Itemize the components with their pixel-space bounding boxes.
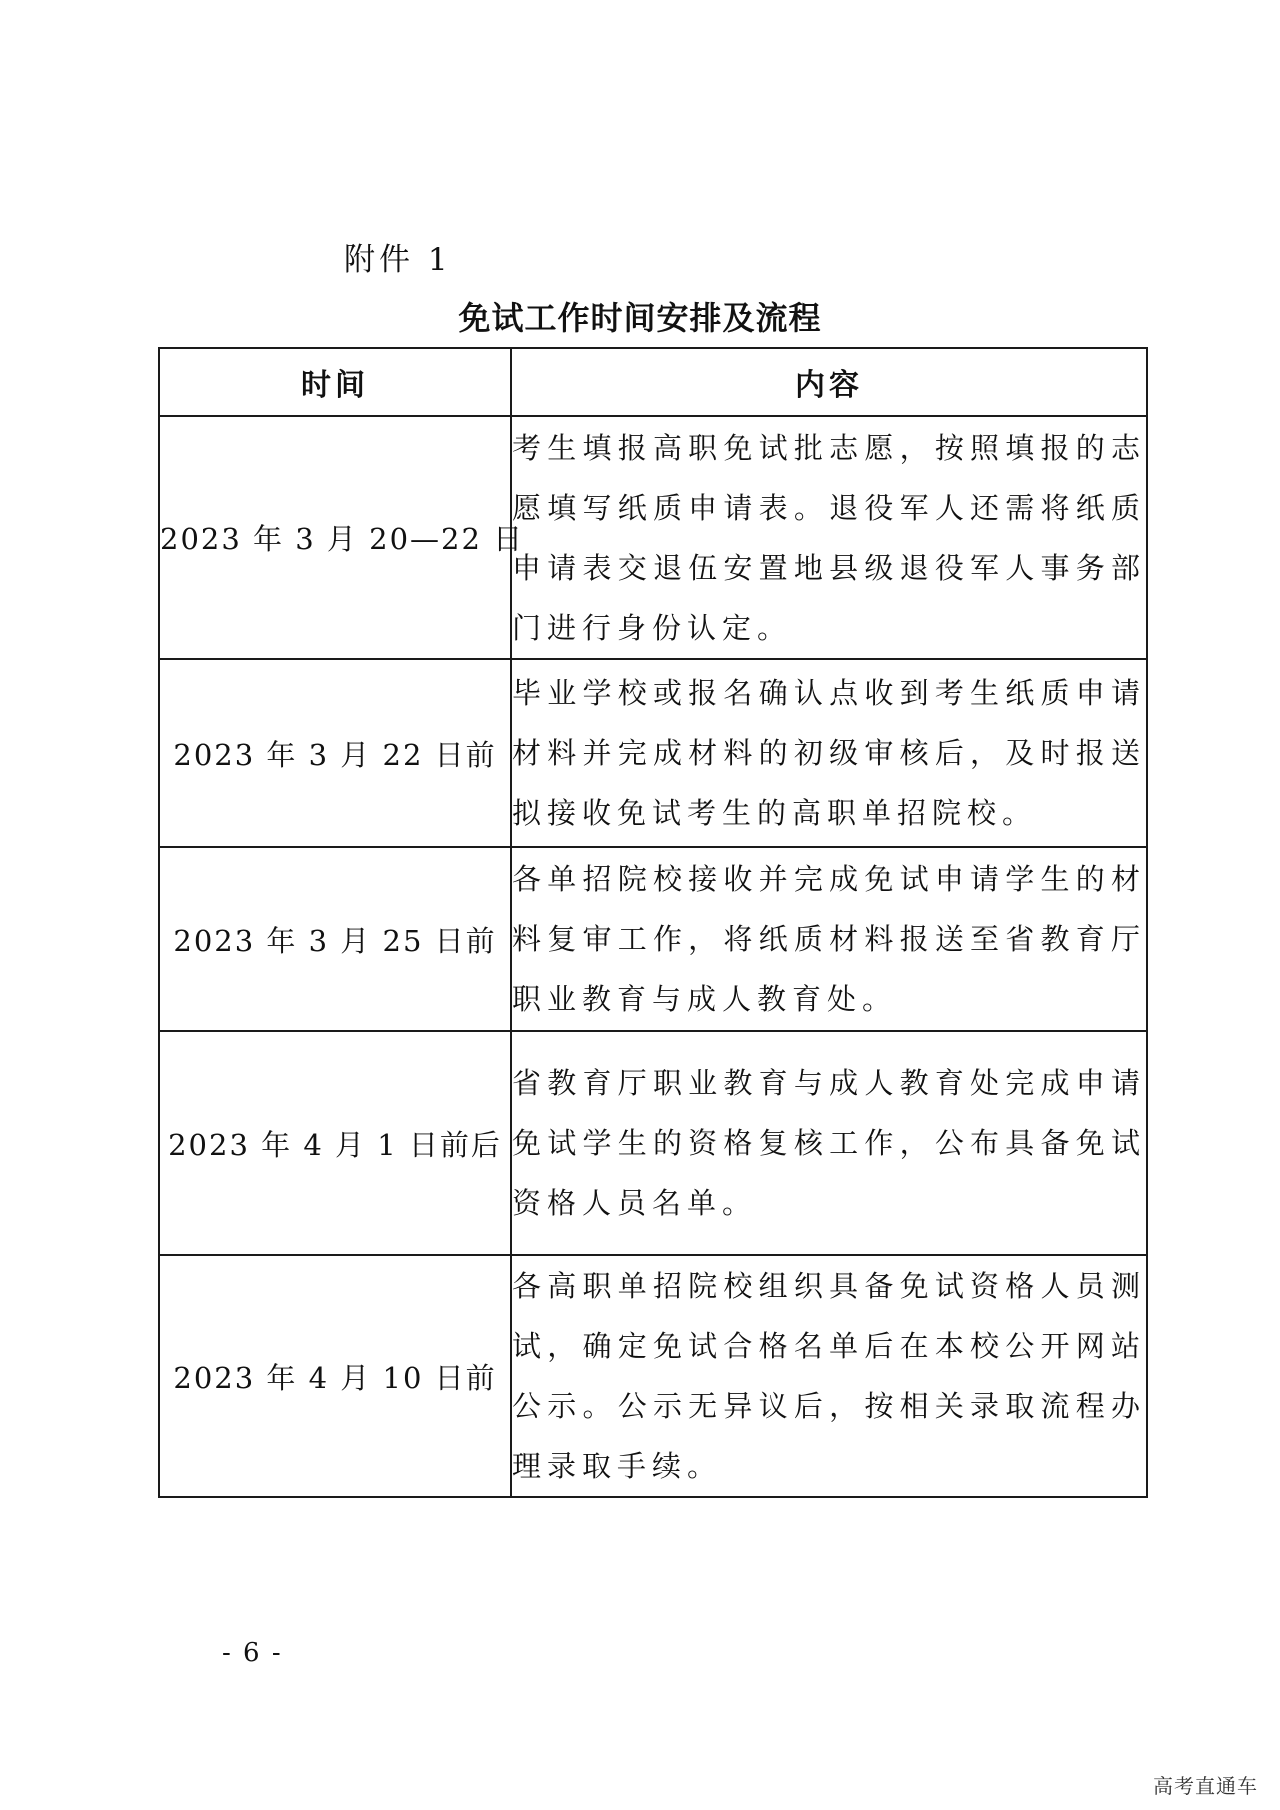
table-row: [159, 847, 1147, 1031]
table-row: [159, 1255, 1147, 1497]
time-cell: 2023 年 3 月 22 日前: [159, 659, 511, 847]
document-title: 免试工作时间安排及流程: [458, 299, 822, 337]
content-cell: 各单招院校接收并完成免试申请学生的材料复审工作，将纸质材料报送至省教育厅职业教育与成人教育处。: [511, 847, 1147, 1031]
schedule-table: [158, 347, 1148, 1498]
time-cell: 2023 年 3 月 25 日前: [159, 847, 511, 1031]
content-cell: 省教育厅职业教育与成人教育处完成申请免试学生的资格复核工作，公布具备免试资格人员名单。: [511, 1031, 1147, 1255]
attachment-label: 附件 1: [344, 242, 452, 278]
content-cell: 各高职单招院校组织具备免试资格人员测试，确定免试合格名单后在本校公开网站公示。公示无异议后，按相关录取流程办理录取手续。: [511, 1255, 1147, 1497]
watermark: 高考直通车: [1153, 1774, 1258, 1798]
table-row: [159, 1031, 1147, 1255]
time-cell: 2023 年 3 月 20—22 日: [159, 416, 511, 659]
header-time: 时间: [159, 348, 511, 416]
header-content: 内容: [511, 348, 1147, 416]
table-row: [159, 416, 1147, 659]
table-header-row: [159, 348, 1147, 416]
content-cell: 考生填报高职免试批志愿，按照填报的志愿填写纸质申请表。退役军人还需将纸质申请表交退伍安置地县级退役军人事务部门进行身份认定。: [511, 416, 1147, 659]
table-row: [159, 659, 1147, 847]
time-cell: 2023 年 4 月 10 日前: [159, 1255, 511, 1497]
page-number: - 6 -: [222, 1638, 283, 1668]
content-cell: 毕业学校或报名确认点收到考生纸质申请材料并完成材料的初级审核后，及时报送拟接收免试考生的高职单招院校。: [511, 659, 1147, 847]
time-cell: 2023 年 4 月 1 日前后: [159, 1031, 511, 1255]
